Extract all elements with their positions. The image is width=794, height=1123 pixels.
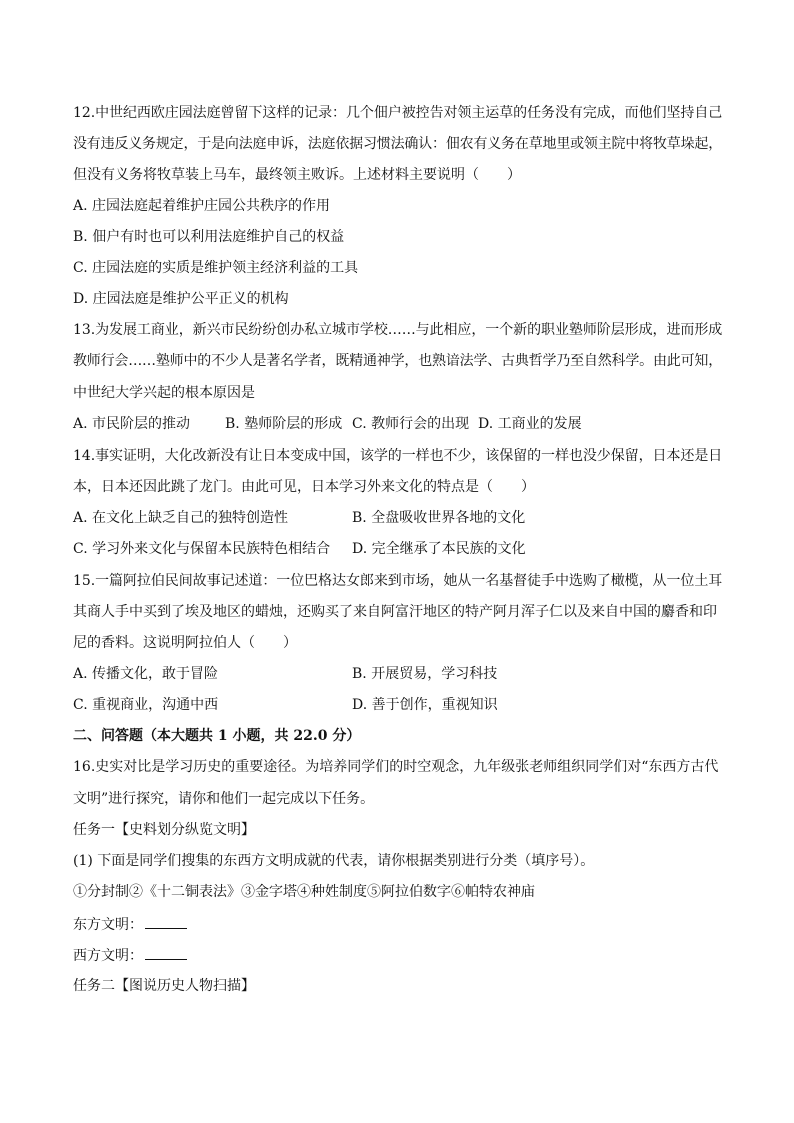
q16-task-2-heading: 任务二【图说历史人物扫描】 xyxy=(73,978,255,994)
q13-stem-line-2: 教师行会……塾师中的不少人是著名学者，既精通神学，也熟谙法学、古典哲学乃至自然科学。由此可知， xyxy=(73,353,723,369)
q16-items-list: ①分封制②《十二铜表法》③金字塔④种姓制度⑤阿拉伯数字⑥帕特农神庙 xyxy=(73,884,535,900)
q15-stem-line-1: 15.一篇阿拉伯民间故事记述道：一位巴格达女郎来到市场，她从一名基督徒手中选购了橄榄，从一位土耳 xyxy=(73,573,723,589)
east-civilization-label: 东方文明： xyxy=(73,917,143,933)
q16-stem-line-2: 文明”进行探究，请你和他们一起完成以下任务。 xyxy=(73,791,375,807)
q14-option-b: B. 全盘吸收世界各地的文化 xyxy=(352,510,526,526)
q14-option-a: A. 在文化上缺乏自己的独特创造性 xyxy=(73,510,289,526)
q14-option-c: C. 学习外来文化与保留本民族特色相结合 xyxy=(73,541,331,557)
q16-stem-line-1: 16.史实对比是学习历史的重要途径。为培养同学们的时空观念，九年级张老师组织同学们对“东西方古代 xyxy=(73,759,719,775)
q13-option-b: B. 塾师阶层的形成 xyxy=(225,416,343,432)
q12-option-d: D. 庄园法庭是维护公平正义的机构 xyxy=(73,291,289,307)
q14-stem-line-1: 14.事实证明，大化改新没有让日本变成中国，该学的一样也不少，该保留的一样也没少保留，日本还是日 xyxy=(73,448,723,464)
q15-option-a: A. 传播文化，敢于冒险 xyxy=(73,666,219,682)
q13-option-d: D. 工商业的发展 xyxy=(478,416,582,432)
q16-west-answer-row xyxy=(73,945,187,966)
q16-east-answer-row xyxy=(73,914,187,935)
q12-stem-line-2: 没有违反义务规定，于是向法庭申诉，法庭依据习惯法确认：佃农有义务在草地里或领主院中将牧草垛起， xyxy=(73,136,723,152)
section-2-heading: 二、问答题（本大题共 1 小题，共 22.0 分） xyxy=(73,728,361,744)
q13-option-c: C. 教师行会的出现 xyxy=(352,416,470,432)
q16-task-1-heading: 任务一【史料划分纵览文明】 xyxy=(73,822,255,838)
q14-stem-line-2: 本，日本还因此跳了龙门。由此可见，日本学习外来文化的特点是（ ） xyxy=(73,479,535,495)
q15-stem-line-2: 其商人手中买到了埃及地区的蜡烛，还购买了来自阿富汗地区的特产阿月浑子仁以及来自中国的麝香和印 xyxy=(73,604,717,620)
q15-option-b: B. 开展贸易，学习科技 xyxy=(352,666,498,682)
q15-stem-line-3: 尼的香料。这说明阿拉伯人（ ） xyxy=(73,635,297,651)
west-civilization-label: 西方文明： xyxy=(73,948,143,964)
q12-option-c: C. 庄园法庭的实质是维护领主经济利益的工具 xyxy=(73,260,359,276)
q12-option-a: A. 庄园法庭起着维护庄园公共秩序的作用 xyxy=(73,198,331,214)
q15-option-d: D. 善于创作，重视知识 xyxy=(352,697,498,713)
q12-stem-line-3: 但没有义务将牧草装上马车，最终领主败诉。上述材料主要说明（ ） xyxy=(73,167,521,183)
q13-stem-line-3: 中世纪大学兴起的根本原因是 xyxy=(73,385,255,401)
q15-option-c: C. 重视商业，沟通中西 xyxy=(73,697,219,713)
q16-sub-question-1: (1) 下面是同学们搜集的东西方文明成就的代表，请你根据类别进行分类（填序号）。 xyxy=(73,853,595,869)
q13-stem-line-1: 13.为发展工商业，新兴市民纷纷创办私立城市学校……与此相应，一个新的职业塾师阶层形成，进而形成 xyxy=(73,322,723,338)
west-answer-blank[interactable] xyxy=(145,945,187,960)
q14-option-d: D. 完全继承了本民族的文化 xyxy=(352,541,526,557)
q12-option-b: B. 佃户有时也可以利用法庭维护自己的权益 xyxy=(73,229,345,245)
q13-option-a: A. 市民阶层的推动 xyxy=(73,416,191,432)
q12-stem-line-1: 12.中世纪西欧庄园法庭曾留下这样的记录：几个佃户被控告对领主运草的任务没有完成，而他们坚持自己 xyxy=(73,105,723,121)
east-answer-blank[interactable] xyxy=(145,914,187,929)
